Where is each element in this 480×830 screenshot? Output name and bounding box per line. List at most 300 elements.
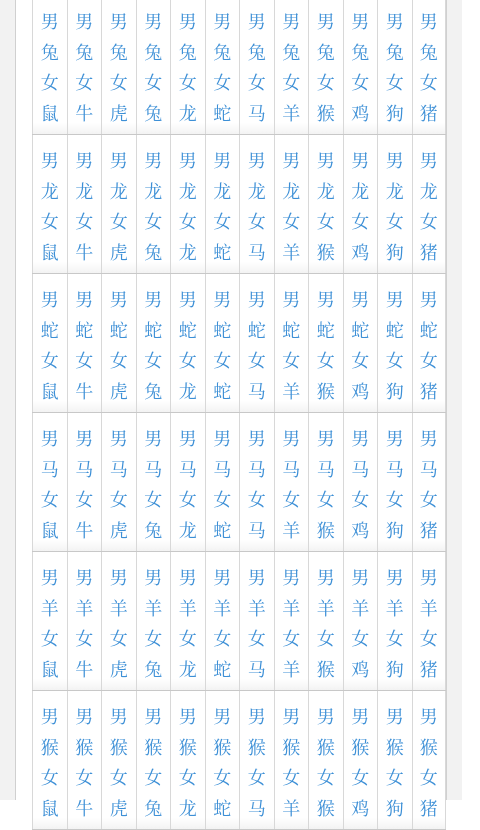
zodiac-pair-cell[interactable]	[274, 691, 309, 829]
male-zodiac: 龙	[178, 181, 197, 203]
zodiac-pair-cell[interactable]	[67, 0, 102, 134]
female-zodiac: 蛇	[213, 520, 232, 542]
male-zodiac: 猴	[75, 737, 94, 759]
female-label: 女	[109, 490, 128, 511]
male-label: 男	[144, 568, 163, 589]
female-label: 女	[213, 73, 232, 94]
male-label: 男	[282, 707, 301, 728]
zodiac-block-row	[32, 135, 446, 274]
male-zodiac: 羊	[282, 598, 301, 620]
male-label: 男	[213, 429, 232, 450]
male-label: 男	[282, 429, 301, 450]
female-label: 女	[419, 629, 438, 650]
female-label: 女	[40, 768, 59, 789]
male-label: 男	[75, 12, 94, 33]
female-zodiac: 牛	[75, 103, 94, 125]
female-zodiac: 狗	[385, 798, 404, 820]
male-label: 男	[351, 290, 370, 311]
male-label: 男	[385, 290, 404, 311]
male-zodiac: 马	[351, 459, 370, 481]
zodiac-pair-cell[interactable]	[343, 274, 378, 412]
male-zodiac: 兔	[144, 42, 163, 64]
female-label: 女	[178, 212, 197, 233]
female-label: 女	[144, 490, 163, 511]
female-label: 女	[213, 351, 232, 372]
female-zodiac: 鼠	[40, 520, 59, 542]
zodiac-pair-cell[interactable]	[274, 0, 309, 134]
female-zodiac: 马	[247, 242, 266, 264]
male-label: 男	[385, 707, 404, 728]
male-zodiac: 羊	[40, 598, 59, 620]
male-label: 男	[109, 290, 128, 311]
male-zodiac: 猴	[351, 737, 370, 759]
male-label: 男	[75, 290, 94, 311]
female-label: 女	[385, 768, 404, 789]
female-zodiac: 蛇	[213, 381, 232, 403]
male-zodiac: 羊	[247, 598, 266, 620]
male-zodiac: 兔	[282, 42, 301, 64]
male-label: 男	[144, 707, 163, 728]
female-label: 女	[40, 212, 59, 233]
male-zodiac: 兔	[385, 42, 404, 64]
zodiac-pair-cell[interactable]	[343, 413, 378, 551]
female-label: 女	[385, 73, 404, 94]
female-zodiac: 兔	[144, 103, 163, 125]
zodiac-pair-cell[interactable]	[67, 413, 102, 551]
zodiac-pair-cell[interactable]	[343, 135, 378, 273]
zodiac-pair-cell[interactable]	[170, 0, 205, 134]
zodiac-pair-cell[interactable]	[274, 135, 309, 273]
male-zodiac: 龙	[75, 181, 94, 203]
female-label: 女	[316, 351, 335, 372]
zodiac-pair-cell[interactable]	[205, 0, 240, 134]
female-zodiac: 马	[247, 659, 266, 681]
female-label: 女	[351, 768, 370, 789]
male-label: 男	[144, 151, 163, 172]
zodiac-pair-cell[interactable]	[308, 413, 343, 551]
male-label: 男	[282, 290, 301, 311]
female-zodiac: 虎	[109, 242, 128, 264]
male-label: 男	[40, 568, 59, 589]
male-label: 男	[316, 568, 335, 589]
female-zodiac: 牛	[75, 659, 94, 681]
female-label: 女	[109, 212, 128, 233]
male-label: 男	[109, 707, 128, 728]
zodiac-pair-cell[interactable]	[205, 691, 240, 829]
male-label: 男	[316, 12, 335, 33]
female-zodiac: 鸡	[351, 798, 370, 820]
male-label: 男	[351, 429, 370, 450]
zodiac-pair-cell[interactable]	[32, 135, 67, 273]
left-rail	[0, 0, 16, 800]
female-label: 女	[282, 351, 301, 372]
male-zodiac: 羊	[351, 598, 370, 620]
male-zodiac: 猴	[419, 737, 438, 759]
male-label: 男	[109, 568, 128, 589]
female-label: 女	[109, 629, 128, 650]
female-label: 女	[351, 212, 370, 233]
female-zodiac: 猪	[419, 103, 438, 125]
female-label: 女	[419, 73, 438, 94]
female-label: 女	[213, 490, 232, 511]
female-label: 女	[144, 73, 163, 94]
male-zodiac: 龙	[419, 181, 438, 203]
male-label: 男	[213, 707, 232, 728]
male-zodiac: 羊	[109, 598, 128, 620]
zodiac-pair-cell[interactable]	[205, 135, 240, 273]
male-label: 男	[178, 429, 197, 450]
female-label: 女	[40, 351, 59, 372]
male-label: 男	[144, 12, 163, 33]
zodiac-pair-cell[interactable]	[170, 274, 205, 412]
male-label: 男	[419, 151, 438, 172]
male-label: 男	[247, 12, 266, 33]
female-label: 女	[178, 490, 197, 511]
zodiac-pair-cell[interactable]	[101, 135, 136, 273]
male-label: 男	[213, 151, 232, 172]
zodiac-pair-cell[interactable]	[274, 413, 309, 551]
female-label: 女	[385, 351, 404, 372]
male-label: 男	[419, 707, 438, 728]
male-zodiac: 马	[247, 459, 266, 481]
zodiac-pair-cell[interactable]	[101, 413, 136, 551]
female-label: 女	[213, 629, 232, 650]
male-label: 男	[213, 12, 232, 33]
female-zodiac: 猪	[419, 659, 438, 681]
zodiac-pair-cell[interactable]	[308, 552, 343, 690]
female-label: 女	[75, 768, 94, 789]
male-label: 男	[351, 707, 370, 728]
female-zodiac: 马	[247, 381, 266, 403]
zodiac-pair-cell[interactable]	[101, 691, 136, 829]
male-zodiac: 马	[419, 459, 438, 481]
female-label: 女	[419, 768, 438, 789]
male-zodiac: 羊	[316, 598, 335, 620]
female-label: 女	[75, 212, 94, 233]
female-label: 女	[351, 629, 370, 650]
zodiac-pair-cell[interactable]	[343, 691, 378, 829]
female-zodiac: 鸡	[351, 242, 370, 264]
female-label: 女	[351, 351, 370, 372]
male-label: 男	[385, 568, 404, 589]
zodiac-pair-cell[interactable]	[136, 135, 171, 273]
zodiac-pair-cell[interactable]	[67, 135, 102, 273]
male-zodiac: 龙	[385, 181, 404, 203]
male-label: 男	[40, 12, 59, 33]
zodiac-pair-cell[interactable]	[412, 0, 447, 134]
zodiac-pair-cell[interactable]	[32, 552, 67, 690]
male-zodiac: 兔	[178, 42, 197, 64]
zodiac-pair-cell[interactable]	[239, 135, 274, 273]
female-label: 女	[247, 212, 266, 233]
male-label: 男	[144, 429, 163, 450]
male-zodiac: 蛇	[178, 320, 197, 342]
zodiac-pair-cell[interactable]	[136, 274, 171, 412]
female-zodiac: 猪	[419, 381, 438, 403]
female-zodiac: 狗	[385, 520, 404, 542]
zodiac-block-row	[32, 0, 446, 135]
female-label: 女	[385, 212, 404, 233]
male-zodiac: 兔	[109, 42, 128, 64]
female-zodiac: 马	[247, 798, 266, 820]
zodiac-pair-cell[interactable]	[239, 552, 274, 690]
zodiac-pair-cell[interactable]	[32, 274, 67, 412]
zodiac-pair-cell[interactable]	[67, 552, 102, 690]
male-zodiac: 蛇	[40, 320, 59, 342]
female-label: 女	[178, 768, 197, 789]
female-label: 女	[109, 768, 128, 789]
male-zodiac: 兔	[247, 42, 266, 64]
female-label: 女	[419, 490, 438, 511]
zodiac-pair-cell[interactable]	[274, 552, 309, 690]
female-zodiac: 龙	[178, 242, 197, 264]
male-zodiac: 龙	[351, 181, 370, 203]
female-zodiac: 鼠	[40, 659, 59, 681]
female-label: 女	[282, 73, 301, 94]
female-zodiac: 猴	[316, 798, 335, 820]
male-label: 男	[316, 151, 335, 172]
female-zodiac: 虎	[109, 103, 128, 125]
male-zodiac: 羊	[144, 598, 163, 620]
zodiac-pair-cell[interactable]	[136, 0, 171, 134]
female-zodiac: 狗	[385, 659, 404, 681]
female-zodiac: 猴	[316, 659, 335, 681]
male-label: 男	[178, 568, 197, 589]
male-zodiac: 兔	[419, 42, 438, 64]
male-zodiac: 蛇	[75, 320, 94, 342]
male-label: 男	[351, 12, 370, 33]
male-zodiac: 蛇	[282, 320, 301, 342]
zodiac-pair-cell[interactable]	[412, 413, 447, 551]
female-label: 女	[144, 212, 163, 233]
zodiac-pair-cell[interactable]	[308, 0, 343, 134]
female-label: 女	[247, 490, 266, 511]
zodiac-pair-cell[interactable]	[377, 691, 412, 829]
male-zodiac: 马	[178, 459, 197, 481]
male-zodiac: 羊	[213, 598, 232, 620]
male-zodiac: 马	[144, 459, 163, 481]
female-zodiac: 猴	[316, 103, 335, 125]
female-label: 女	[75, 490, 94, 511]
female-label: 女	[247, 73, 266, 94]
zodiac-pair-cell[interactable]	[170, 135, 205, 273]
male-zodiac: 马	[40, 459, 59, 481]
male-label: 男	[247, 568, 266, 589]
male-zodiac: 龙	[144, 181, 163, 203]
zodiac-pair-cell[interactable]	[377, 274, 412, 412]
male-zodiac: 羊	[385, 598, 404, 620]
female-zodiac: 羊	[282, 798, 301, 820]
female-zodiac: 羊	[282, 659, 301, 681]
female-label: 女	[419, 351, 438, 372]
female-zodiac: 兔	[144, 242, 163, 264]
male-zodiac: 蛇	[419, 320, 438, 342]
male-label: 男	[247, 429, 266, 450]
zodiac-block-row	[32, 552, 446, 691]
female-zodiac: 蛇	[213, 242, 232, 264]
male-label: 男	[40, 151, 59, 172]
female-label: 女	[75, 629, 94, 650]
female-zodiac: 蛇	[213, 103, 232, 125]
zodiac-pair-cell[interactable]	[377, 135, 412, 273]
male-zodiac: 猴	[282, 737, 301, 759]
female-label: 女	[178, 629, 197, 650]
female-zodiac: 龙	[178, 659, 197, 681]
zodiac-grid	[32, 0, 446, 830]
female-label: 女	[178, 73, 197, 94]
zodiac-pair-cell[interactable]	[308, 274, 343, 412]
zodiac-pair-cell[interactable]	[32, 691, 67, 829]
zodiac-pair-cell[interactable]	[67, 274, 102, 412]
male-label: 男	[419, 12, 438, 33]
zodiac-pair-cell[interactable]	[101, 552, 136, 690]
zodiac-pair-cell[interactable]	[239, 0, 274, 134]
male-zodiac: 兔	[316, 42, 335, 64]
male-zodiac: 猴	[385, 737, 404, 759]
zodiac-pair-cell[interactable]	[170, 413, 205, 551]
female-label: 女	[40, 629, 59, 650]
female-label: 女	[385, 490, 404, 511]
female-label: 女	[282, 212, 301, 233]
female-zodiac: 鼠	[40, 103, 59, 125]
female-zodiac: 羊	[282, 103, 301, 125]
female-zodiac: 羊	[282, 242, 301, 264]
male-zodiac: 马	[75, 459, 94, 481]
zodiac-pair-cell[interactable]	[136, 691, 171, 829]
male-zodiac: 兔	[351, 42, 370, 64]
zodiac-pair-cell[interactable]	[239, 274, 274, 412]
male-label: 男	[213, 568, 232, 589]
zodiac-pair-cell[interactable]	[377, 0, 412, 134]
male-label: 男	[316, 290, 335, 311]
female-label: 女	[144, 351, 163, 372]
female-zodiac: 狗	[385, 242, 404, 264]
male-label: 男	[247, 151, 266, 172]
zodiac-pair-cell[interactable]	[343, 0, 378, 134]
male-label: 男	[385, 429, 404, 450]
male-zodiac: 猴	[316, 737, 335, 759]
female-zodiac: 猪	[419, 798, 438, 820]
male-label: 男	[40, 707, 59, 728]
female-zodiac: 龙	[178, 103, 197, 125]
zodiac-pair-cell[interactable]	[205, 274, 240, 412]
male-label: 男	[75, 429, 94, 450]
male-label: 男	[40, 290, 59, 311]
zodiac-pair-cell[interactable]	[136, 413, 171, 551]
zodiac-pair-cell[interactable]	[205, 552, 240, 690]
zodiac-block-row	[32, 413, 446, 552]
female-zodiac: 牛	[75, 520, 94, 542]
zodiac-pair-cell[interactable]	[308, 135, 343, 273]
male-label: 男	[316, 429, 335, 450]
male-zodiac: 羊	[419, 598, 438, 620]
male-zodiac: 猴	[109, 737, 128, 759]
zodiac-pair-cell[interactable]	[32, 0, 67, 134]
zodiac-pair-cell[interactable]	[377, 552, 412, 690]
female-label: 女	[144, 629, 163, 650]
female-label: 女	[213, 768, 232, 789]
zodiac-pair-cell[interactable]	[412, 135, 447, 273]
female-label: 女	[247, 629, 266, 650]
zodiac-pair-cell[interactable]	[308, 691, 343, 829]
female-label: 女	[282, 629, 301, 650]
female-zodiac: 牛	[75, 381, 94, 403]
female-zodiac: 狗	[385, 103, 404, 125]
female-zodiac: 虎	[109, 798, 128, 820]
male-label: 男	[419, 429, 438, 450]
male-zodiac: 龙	[282, 181, 301, 203]
male-label: 男	[75, 151, 94, 172]
zodiac-pair-cell[interactable]	[343, 552, 378, 690]
zodiac-pair-cell[interactable]	[205, 413, 240, 551]
female-label: 女	[75, 351, 94, 372]
female-zodiac: 牛	[75, 242, 94, 264]
female-label: 女	[75, 73, 94, 94]
zodiac-pair-cell[interactable]	[412, 691, 447, 829]
zodiac-pair-cell[interactable]	[274, 274, 309, 412]
female-label: 女	[316, 212, 335, 233]
zodiac-block-row	[32, 274, 446, 413]
female-zodiac: 鸡	[351, 381, 370, 403]
zodiac-pair-cell[interactable]	[239, 691, 274, 829]
female-label: 女	[316, 73, 335, 94]
female-zodiac: 猴	[316, 242, 335, 264]
zodiac-pair-cell[interactable]	[101, 0, 136, 134]
male-label: 男	[109, 429, 128, 450]
male-zodiac: 龙	[40, 181, 59, 203]
female-label: 女	[316, 768, 335, 789]
zodiac-pair-cell[interactable]	[412, 552, 447, 690]
female-zodiac: 龙	[178, 798, 197, 820]
zodiac-pair-cell[interactable]	[412, 274, 447, 412]
male-zodiac: 猴	[144, 737, 163, 759]
zodiac-pair-cell[interactable]	[101, 274, 136, 412]
female-label: 女	[316, 490, 335, 511]
female-zodiac: 马	[247, 103, 266, 125]
female-label: 女	[40, 490, 59, 511]
female-label: 女	[419, 212, 438, 233]
male-zodiac: 龙	[316, 181, 335, 203]
male-zodiac: 羊	[75, 598, 94, 620]
female-zodiac: 龙	[178, 520, 197, 542]
zodiac-pair-cell[interactable]	[32, 413, 67, 551]
female-zodiac: 猴	[316, 381, 335, 403]
female-zodiac: 猴	[316, 520, 335, 542]
male-zodiac: 蛇	[109, 320, 128, 342]
female-zodiac: 兔	[144, 659, 163, 681]
zodiac-pair-cell[interactable]	[170, 552, 205, 690]
female-label: 女	[40, 73, 59, 94]
male-zodiac: 马	[213, 459, 232, 481]
zodiac-pair-cell[interactable]	[67, 691, 102, 829]
female-label: 女	[282, 490, 301, 511]
male-label: 男	[419, 290, 438, 311]
female-zodiac: 蛇	[213, 798, 232, 820]
male-label: 男	[351, 568, 370, 589]
female-zodiac: 鸡	[351, 103, 370, 125]
female-zodiac: 龙	[178, 381, 197, 403]
zodiac-pair-cell[interactable]	[239, 413, 274, 551]
male-label: 男	[282, 12, 301, 33]
male-zodiac: 龙	[247, 181, 266, 203]
female-zodiac: 虎	[109, 381, 128, 403]
zodiac-pair-cell[interactable]	[136, 552, 171, 690]
male-label: 男	[144, 290, 163, 311]
zodiac-pair-cell[interactable]	[377, 413, 412, 551]
female-zodiac: 兔	[144, 381, 163, 403]
male-label: 男	[282, 568, 301, 589]
zodiac-pair-cell[interactable]	[170, 691, 205, 829]
